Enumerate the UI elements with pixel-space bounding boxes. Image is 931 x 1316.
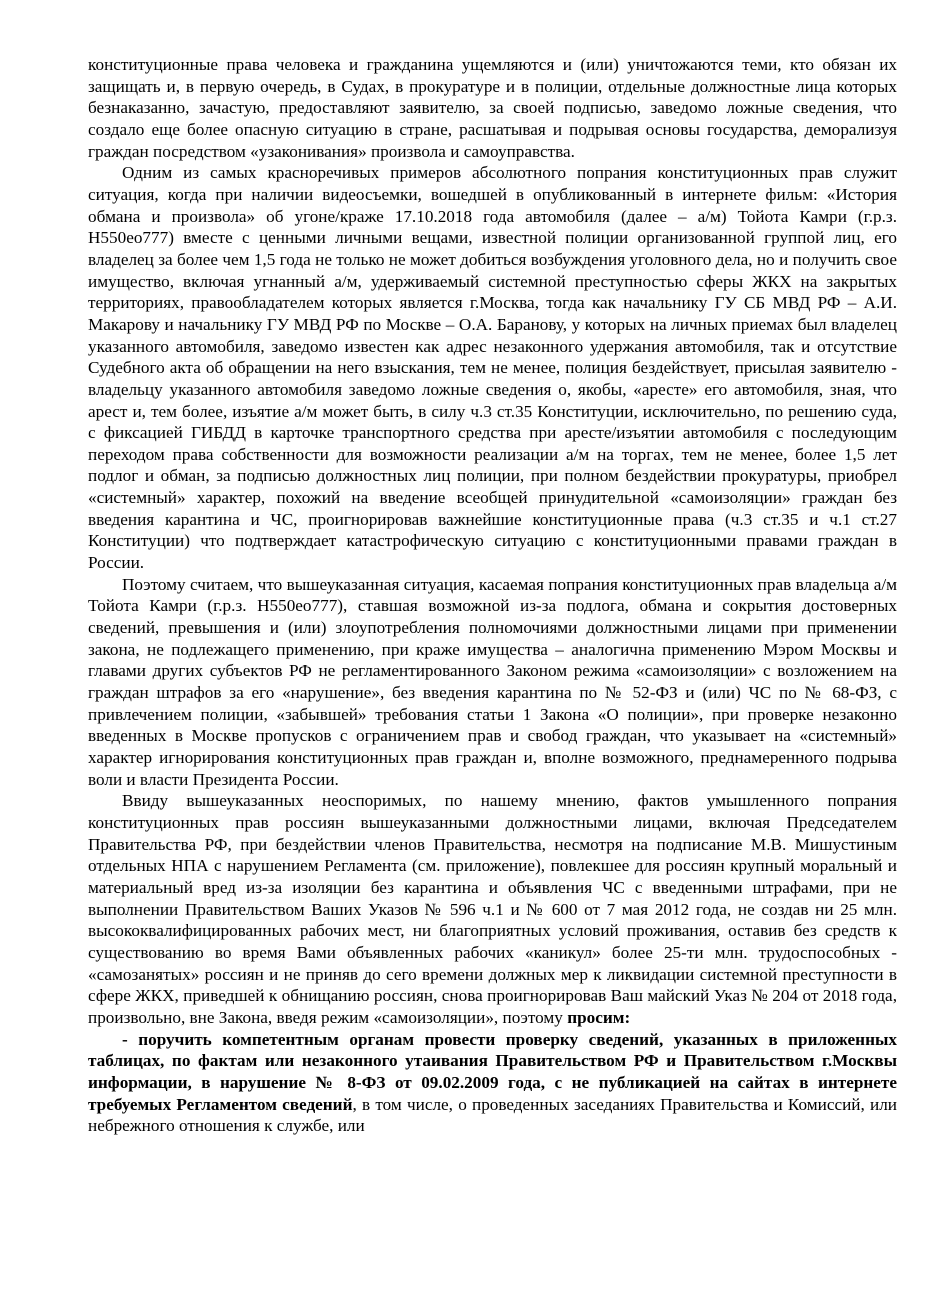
request-item-bold: - поручить компетентным органам провести проверку сведений, указанных в приложенных таблицах, по фактам или незаконного утаивания Правительством РФ и Правительством г.Москвы информации, в нарушение № 8-ФЗ от 09.02.2009 года, с не публикацией на сайтах в интернете требуемых Регламентом сведений	[88, 1029, 897, 1114]
paragraph-4-text: Ввиду вышеуказанных неоспоримых, по нашему мнению, фактов умышленного попрания конституционных прав россиян вышеуказанными должностными лицами, включая Председателем Правительства РФ, при бездействии членов Правительства, несмотря на подписание М.В. Мишустиным отдельных НПА с нарушением Регламента (см. приложение), повлекшее для россиян крупный моральный и материальный вред из-за изоляции без карантина и объявления ЧС с введенными штрафами, при не выполнении Правительством Ваших Указов № 596 ч.1 и № 600 от 7 мая 2012 года, не создав ни 25 млн. высококвалифицированных рабочих мест, ни благоприятных условий проживания, оставив без средств к существованию во время Вами объявленных рабочих «каникул» более 25-ти млн. трудоспособных - «самозанятых» россиян и не приняв до сего времени должных мер к ликвидации системной преступности в сфере ЖКХ, приведшей к обнищанию россиян, снова проигнорировав Ваш майский Указ № 204 от 2018 года, произвольно, вне Закона, введя режим «самоизоляции», поэтому	[88, 791, 897, 1027]
paragraph-3: Поэтому считаем, что вышеуказанная ситуация, касаемая попрания конституционных прав владельца а/м Тойота Камри (г.р.з. Н550ео777), ставшая возможной из-за подлога, обмана и сокрытия достоверных сведений, превышения и (или) злоупотребления полномочиями должностными лицами при применении закона, не подлежащего применению, при краже имущества – аналогична применению Мэром Москвы и главами других субъектов РФ не регламентированного Законом режима «самоизоляции» с возложением на граждан штрафов за его «нарушение», без введения карантина по № 52-ФЗ и (или) ЧС по № 68-ФЗ, с привлечением полиции, «забывшей» требования статьи 1 Закона «О полиции», при проверке незаконно введенных в Москве пропусков с ограничением прав и свобод граждан, что указывает на «системный» характер игнорирования конституционных прав граждан и, вполне возможного, преднамеренного подрыва воли и власти Президента России.	[88, 574, 897, 789]
paragraph-4	[88, 790, 897, 1028]
document-page	[88, 54, 897, 1137]
request-item-text: , в том числе, о проведенных заседаниях Правительства и Комиссий, или небрежного отношения к службе, или	[88, 1094, 897, 1136]
request-heading: просим:	[567, 1007, 631, 1027]
paragraph-1: конституционные права человека и гражданина ущемляются и (или) уничтожаются теми, кто обязан их защищать и, в первую очередь, в Судах, в прокуратуре и в полиции, отдельные должностные лица которых безнаказанно, зачастую, предоставляют заявителю, за своей подписью, заведомо ложные сведения, что создало еще более опасную ситуацию в стране, расшатывая и подрывая основы государства, деморализуя граждан посредством «узаконивания» произвола и самоуправства.	[88, 55, 897, 161]
paragraph-5	[88, 1029, 897, 1137]
paragraph-2: Одним из самых красноречивых примеров абсолютного попрания конституционных прав служит ситуация, когда при наличии видеосъемки, вошедшей в опубликованный в интернете фильм: «История обмана и произвола» об угоне/краже 17.10.2018 года автомобиля (далее – а/м) Тойота Камри (г.р.з. Н550ео777) вместе с ценными личными вещами, известной полиции организованной группой лиц, его владелец за более чем 1,5 года не только не может добиться возбуждения уголовного дела, но и получить свое имущество, включая угнанный а/м, удерживаемый системной преступностью сферы ЖКХ на закрытых территориях, правообладателем которых является г.Москва, тогда как начальнику ГУ СБ МВД РФ – А.И. Макарову и начальнику ГУ МВД РФ по Москве – О.А. Баранову, у которых на личных приемах был владелец указанного автомобиля, заведомо известен как адрес незаконного удержания автомобиля, так и отсутствие Судебного акта об обращении на него взыскания, тем не менее, полиция бездействует, присылая заявителю - владельцу указанного автомобиля заведомо ложные сведения о, якобы, «аресте» его автомобиля, зная, что арест и, тем более, изъятие а/м может быть, в силу ч.3 ст.35 Конституции, исключительно, по решению суда, с фиксацией ГИБДД в карточке транспортного средства при аресте/изъятии автомобиля с последующим переходом права собственности для возможности реализации а/м на торгах, тем не менее, более 1,5 лет подлог и обман, за подписью должностных лиц полиции, при полном бездействии прокуратуры, приобрел «системный» характер, похожий на введение всеобщей принудительной «самоизоляции» граждан без введения карантина и ЧС, проигнорировав важнейшие конституционные права (ч.3 ст.35 и ч.1 ст.27 Конституции) что подтверждает катастрофическую ситуацию с конституционными правами граждан в России.	[88, 163, 897, 573]
